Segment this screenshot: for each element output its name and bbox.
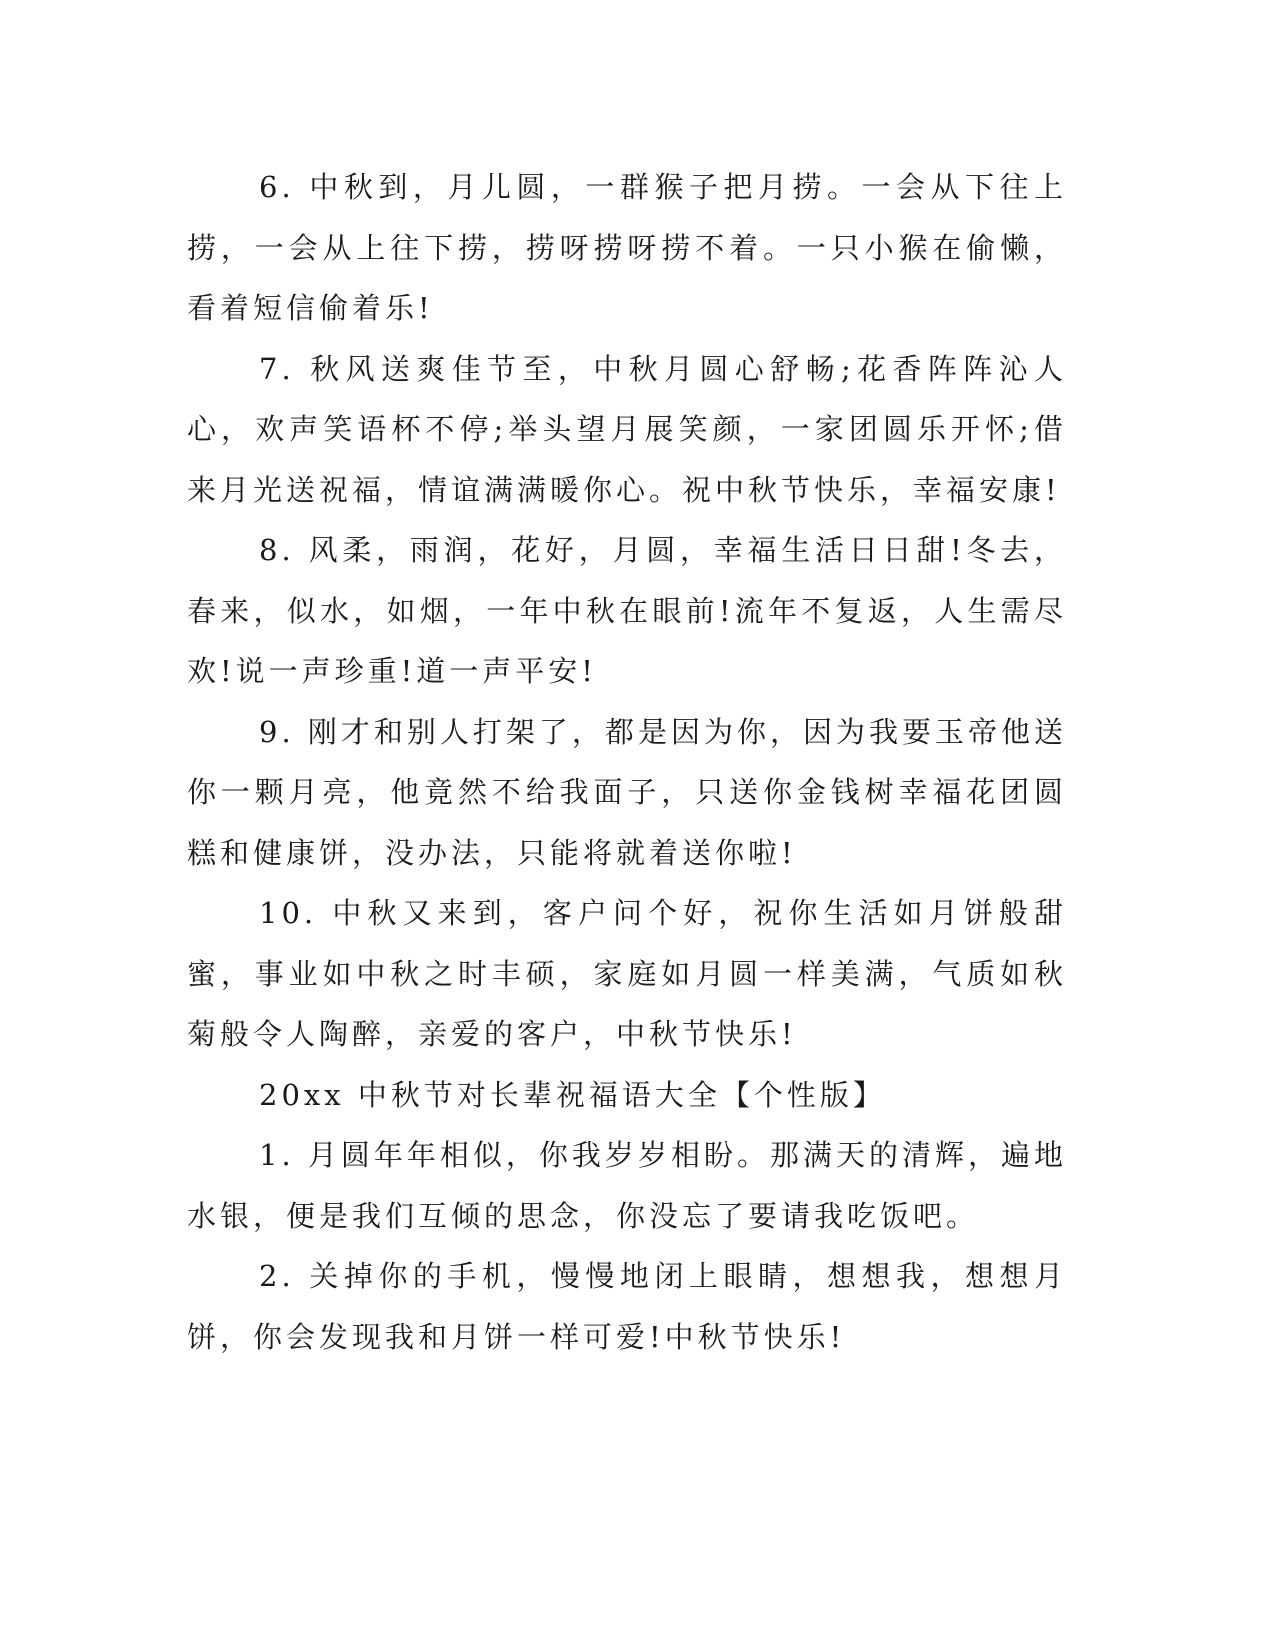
section-paragraph-2: 2. 关掉你的手机，慢慢地闭上眼睛，想想我，想想月饼，你会发现我和月饼一样可爱!中秋节快乐! (187, 1259, 1067, 1354)
document-body (187, 157, 1067, 1367)
paragraph-9: 9. 刚才和别人打架了，都是因为你，因为我要玉帝他送你一颗月亮，他竟然不给我面子，只送你金钱树幸福花团圆糕和健康饼，没办法，只能将就着送你啦! (187, 714, 1067, 870)
section-heading: 20xx 中秋节对长辈祝福语大全【个性版】 (259, 1077, 886, 1112)
paragraph-7: 7. 秋风送爽佳节至，中秋月圆心舒畅;花香阵阵沁人心，欢声笑语杯不停;举头望月展笑颜，一家团圆乐开怀;借来月光送祝福，情谊满满暖你心。祝中秋节快乐，幸福安康! (187, 351, 1067, 507)
section-paragraph-1: 1. 月圆年年相似，你我岁岁相盼。那满天的清辉，遍地水银，便是我们互倾的思念，你没忘了要请我吃饭吧。 (187, 1138, 1067, 1233)
paragraph-10: 10. 中秋又来到，客户问个好，祝你生活如月饼般甜蜜，事业如中秋之时丰硕，家庭如月圆一样美满，气质如秋菊般令人陶醉，亲爱的客户，中秋节快乐! (187, 896, 1067, 1051)
paragraph-8: 8. 风柔，雨润，花好，月圆，幸福生活日日甜!冬去，春来，似水，如烟，一年中秋在眼前!流年不复返，人生需尽欢!说一声珍重!道一声平安! (187, 533, 1067, 688)
paragraph-6: 6. 中秋到，月儿圆，一群猴子把月捞。一会从下往上捞，一会从上往下捞，捞呀捞呀捞不着。一只小猴在偷懒，看着短信偷着乐! (187, 170, 1067, 325)
